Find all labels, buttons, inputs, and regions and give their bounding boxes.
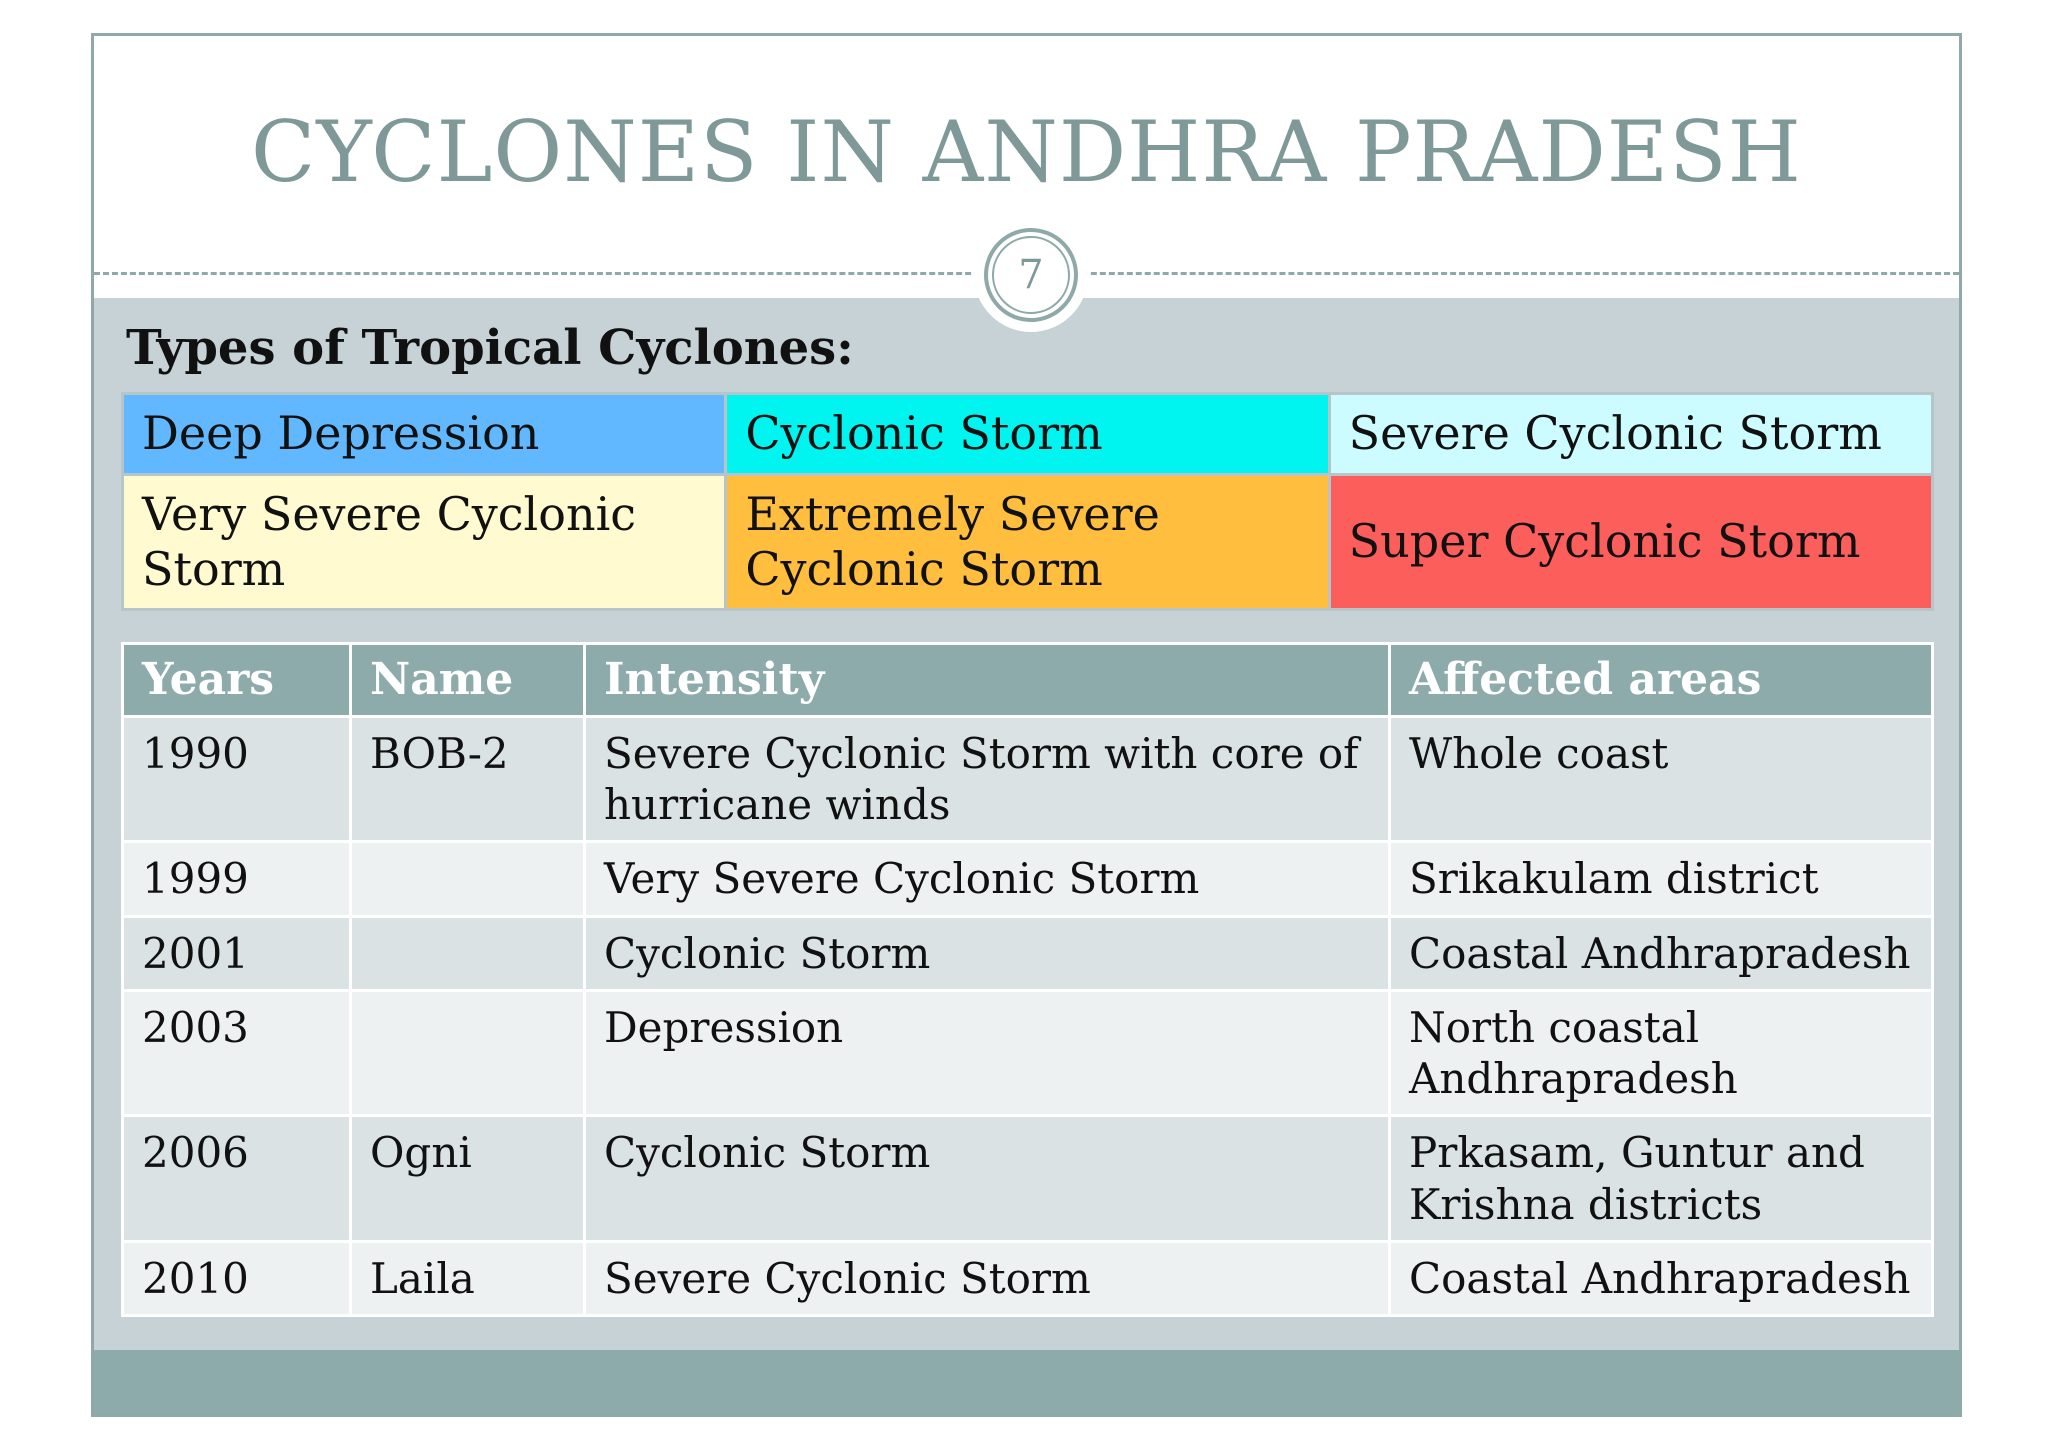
cell-intensity: Very Severe Cyclonic Storm: [585, 842, 1390, 916]
table-row: [123, 990, 1933, 1115]
cell-intensity: Depression: [585, 990, 1390, 1115]
section-heading: Types of Tropical Cyclones:: [126, 320, 854, 376]
cell-affected-areas: Prkasam, Guntur and Krishna districts: [1390, 1116, 1933, 1241]
cell-year: 2003: [123, 990, 351, 1115]
cell-year: 2001: [123, 916, 351, 990]
cell-year: 2006: [123, 1116, 351, 1241]
type-cell-super-cyclonic-storm: Super Cyclonic Storm: [1329, 475, 1932, 610]
cell-affected-areas: Srikakulam district: [1390, 842, 1933, 916]
cell-affected-areas: North coastal Andhrapradesh: [1390, 990, 1933, 1115]
table-row: [123, 842, 1933, 916]
type-cell-severe-cyclonic-storm: Severe Cyclonic Storm: [1329, 394, 1932, 475]
slide: [91, 33, 1962, 1417]
type-cell-very-severe-cyclonic-storm: Very Severe Cyclonic Storm: [123, 475, 726, 610]
types-row: [123, 475, 1933, 610]
header-years: Years: [123, 644, 351, 717]
type-cell-deep-depression: Deep Depression: [123, 394, 726, 475]
table-row: [123, 717, 1933, 842]
cell-intensity: Cyclonic Storm: [585, 916, 1390, 990]
header-affected-areas: Affected areas: [1390, 644, 1933, 717]
table-header-row: [123, 644, 1933, 717]
cyclone-types-grid: [121, 392, 1934, 611]
footer-band: [94, 1350, 1959, 1414]
cell-year: 1990: [123, 717, 351, 842]
cell-year: 2010: [123, 1241, 351, 1315]
cell-intensity: Severe Cyclonic Storm: [585, 1241, 1390, 1315]
types-row: [123, 394, 1933, 475]
cell-intensity: Severe Cyclonic Storm with core of hurricane winds: [585, 717, 1390, 842]
cell-affected-areas: Coastal Andhrapradesh: [1390, 1241, 1933, 1315]
cell-name: [351, 990, 585, 1115]
table-row: [123, 1116, 1933, 1241]
cell-name: Ogni: [351, 1116, 585, 1241]
page-number: 7: [992, 236, 1070, 314]
page-number-badge: [984, 228, 1078, 322]
table-row: [123, 1241, 1933, 1315]
type-cell-extremely-severe-cyclonic-storm: Extremely Severe Cyclonic Storm: [726, 475, 1329, 610]
cell-name: [351, 842, 585, 916]
cell-year: 1999: [123, 842, 351, 916]
cell-name: [351, 916, 585, 990]
table-row: [123, 916, 1933, 990]
cyclones-table: [121, 642, 1934, 1317]
type-cell-cyclonic-storm: Cyclonic Storm: [726, 394, 1329, 475]
cell-affected-areas: Whole coast: [1390, 717, 1933, 842]
cell-name: BOB-2: [351, 717, 585, 842]
cell-name: Laila: [351, 1241, 585, 1315]
header-intensity: Intensity: [585, 644, 1390, 717]
cell-intensity: Cyclonic Storm: [585, 1116, 1390, 1241]
cell-affected-areas: Coastal Andhrapradesh: [1390, 916, 1933, 990]
slide-title: CYCLONES IN ANDHRA PRADESH: [251, 103, 1802, 201]
header-name: Name: [351, 644, 585, 717]
